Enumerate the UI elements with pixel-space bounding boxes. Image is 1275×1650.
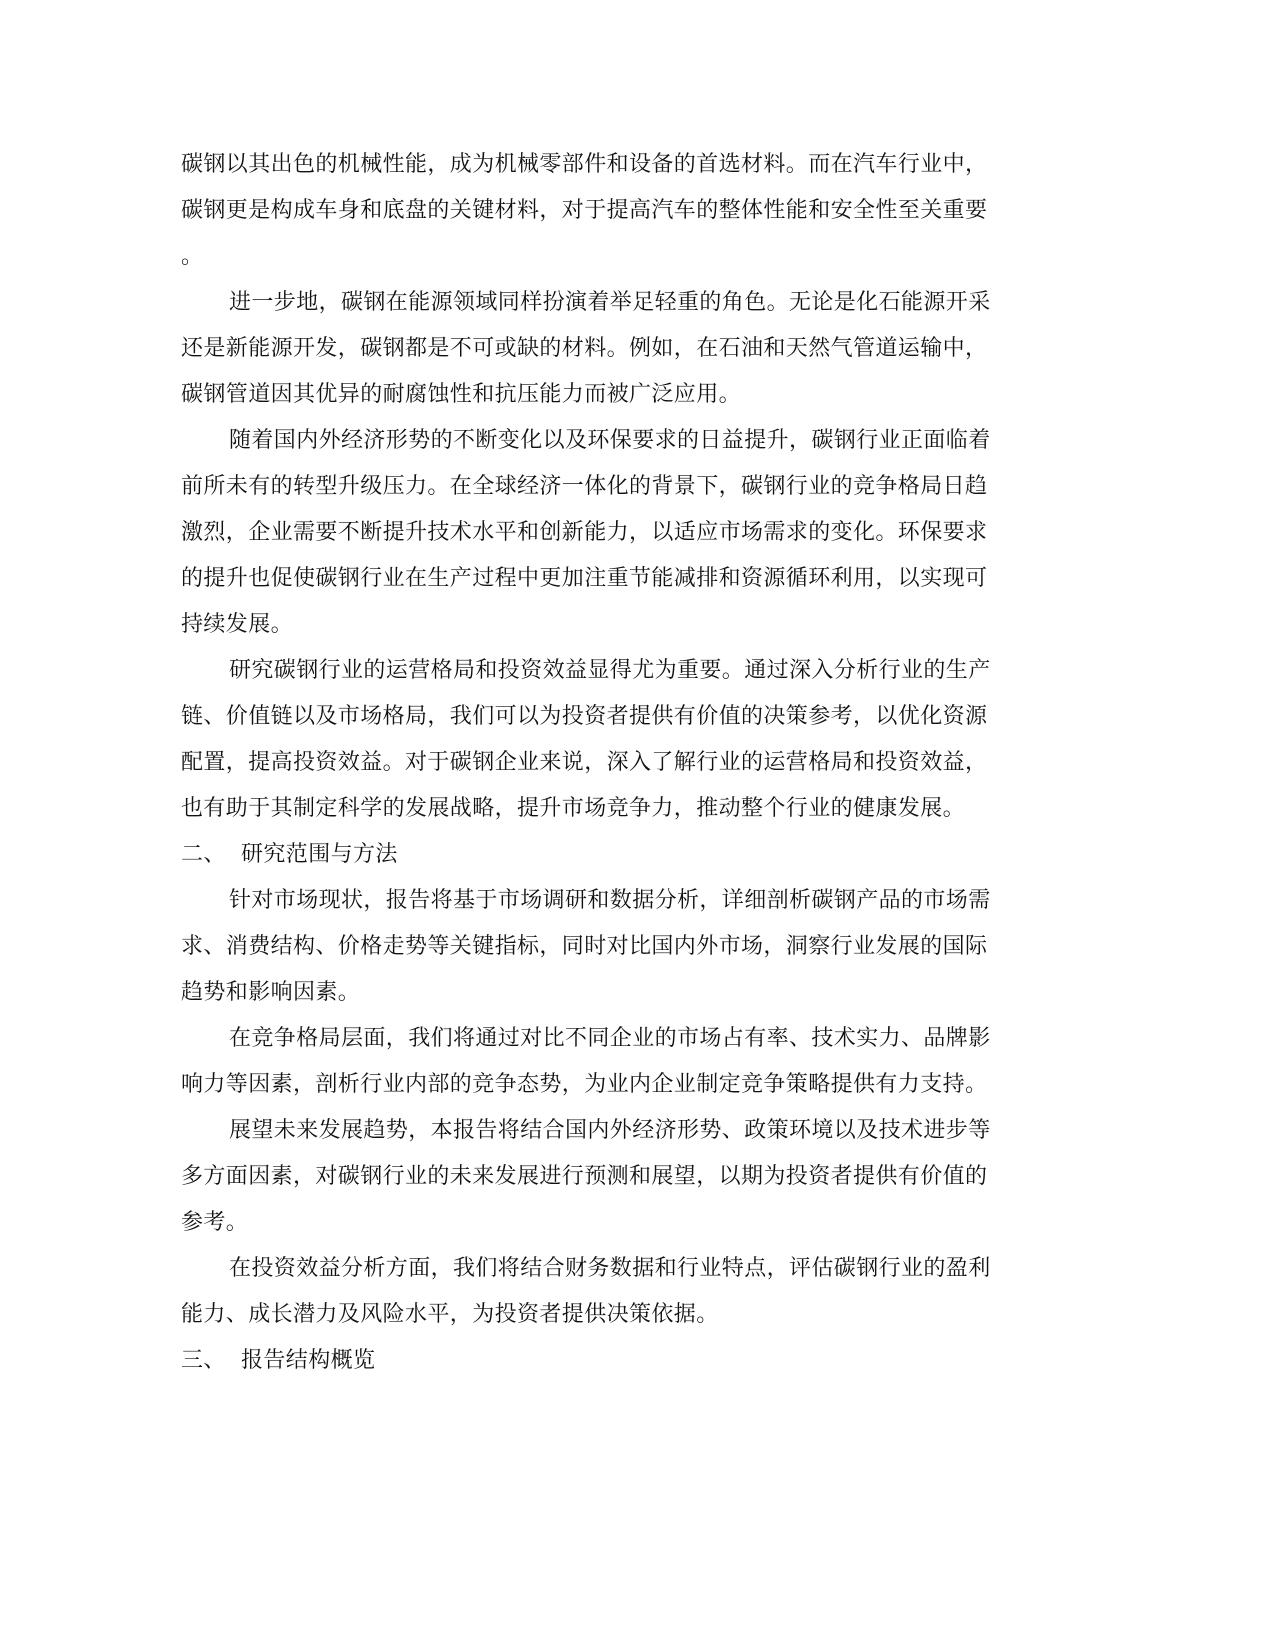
text-line: 碳钢更是构成车身和底盘的关键材料，对于提高汽车的整体性能和安全性至关重要 [181,198,988,223]
text-line: 在竞争格局层面，我们将通过对比不同企业的市场占有率、技术实力、品牌影 [229,1026,991,1051]
text-line: 也有助于其制定科学的发展战略，提升市场竞争力，推动整个行业的健康发展。 [181,796,966,821]
text-line: 还是新能源开发，碳钢都是不可或缺的材料。例如，在石油和天然气管道运输中， [181,336,988,361]
text-line: 展望未来发展趋势，本报告将结合国内外经济形势、政策环境以及技术进步等 [229,1118,991,1143]
text-line: 参考。 [181,1210,249,1235]
text-line: 响力等因素，剖析行业内部的竞争态势，为业内企业制定竞争策略提供有力支持。 [181,1072,988,1097]
section-title: 研究范围与方法 [241,842,398,867]
text-line: 碳钢以其出色的机械性能，成为机械零部件和设备的首选材料。而在汽车行业中， [181,152,988,177]
text-line: 。 [181,244,204,269]
text-line: 进一步地，碳钢在能源领域同样扮演着举足轻重的角色。无论是化石能源开采 [229,290,991,315]
text-line: 研究碳钢行业的运营格局和投资效益显得尤为重要。通过深入分析行业的生产 [229,658,991,683]
text-line: 链、价值链以及市场格局，我们可以为投资者提供有价值的决策参考，以优化资源 [181,704,988,729]
text-line: 随着国内外经济形势的不断变化以及环保要求的日益提升，碳钢行业正面临着 [229,428,991,453]
text-line: 求、消费结构、价格走势等关键指标，同时对比国内外市场，洞察行业发展的国际 [181,934,988,959]
text-line: 针对市场现状，报告将基于市场调研和数据分析，详细剖析碳钢产品的市场需 [229,888,991,913]
section-heading [181,1338,1041,1384]
section-heading [181,832,1041,878]
text-line: 能力、成长潜力及风险水平，为投资者提供决策依据。 [181,1302,719,1327]
text-line: 趋势和影响因素。 [181,980,361,1005]
text-line: 碳钢管道因其优异的耐腐蚀性和抗压能力而被广泛应用。 [181,382,742,407]
document-body [181,142,1041,1384]
text-line: 激烈，企业需要不断提升技术水平和创新能力，以适应市场需求的变化。环保要求 [181,520,988,545]
section-title: 报告结构概览 [241,1348,376,1373]
text-line: 在投资效益分析方面，我们将结合财务数据和行业特点，评估碳钢行业的盈利 [229,1256,991,1281]
text-line: 前所未有的转型升级压力。在全球经济一体化的背景下，碳钢行业的竞争格局日趋 [181,474,988,499]
text-line: 持续发展。 [181,612,294,637]
text-line: 配置，提高投资效益。对于碳钢企业来说，深入了解行业的运营格局和投资效益， [181,750,988,775]
section-number: 三、 [181,1348,226,1373]
text-line: 多方面因素，对碳钢行业的未来发展进行预测和展望，以期为投资者提供有价值的 [181,1164,988,1189]
text-line: 的提升也促使碳钢行业在生产过程中更加注重节能减排和资源循环利用，以实现可 [181,566,988,591]
section-number: 二、 [181,842,226,867]
